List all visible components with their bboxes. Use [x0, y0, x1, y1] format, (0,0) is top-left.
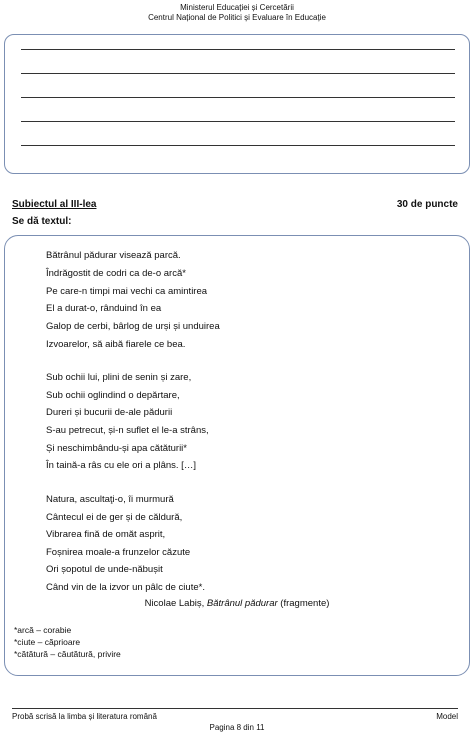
answer-line — [21, 145, 455, 146]
poem-line: Sub ochii oglindind o depărtare, — [46, 390, 180, 401]
answer-line — [21, 121, 455, 122]
poem-line: Îndrăgostit de codri ca de-o arcă* — [46, 268, 186, 279]
poem-line: Cântecul ei de ger și de căldură, — [46, 512, 183, 523]
footer-divider — [12, 708, 458, 709]
poem-line: Natura, ascultaţi-o, îi murmură — [46, 494, 174, 505]
poem-line: Dureri și bucurii de-ale pădurii — [46, 407, 173, 418]
poem-author — [0, 598, 474, 610]
subject-points: 30 de puncte — [396, 199, 458, 210]
fragment-label: (fragmente) — [277, 598, 330, 609]
glossary-note: *arcă – corabie — [14, 625, 72, 635]
subject-title: Subiectul al III-lea — [12, 199, 97, 210]
work-title: Bătrânul pădurar — [206, 598, 278, 609]
page-number: Pagina 8 din 11 — [209, 723, 265, 732]
answer-line — [21, 97, 455, 98]
poem-line: S-au petrecut, și-n suflet el le-a strâns, — [46, 425, 209, 436]
poem-line: Galop de cerbi, bârlog de urși și unduirea — [46, 321, 220, 332]
poem-line: El a durat-o, rânduind în ea — [46, 303, 162, 314]
glossary-note: *cătătură – căutătură, privire — [14, 649, 121, 659]
poem-line: Pe care-n timpi mai vechi ca amintirea — [46, 286, 208, 297]
author-name: Nicolae Labiș, — [144, 598, 207, 609]
poem-line: Foșnirea moale-a frunzelor căzute — [46, 547, 191, 558]
page-header — [0, 3, 474, 23]
footer-model-label: Model — [436, 712, 458, 721]
ministry-name: Ministerul Educației și Cercetării — [180, 3, 294, 12]
poem-line: Bătrânul pădurar visează parcă. — [46, 250, 181, 261]
given-text-label: Se dă textul: — [12, 216, 72, 227]
poem-line: În taină-a râs cu ele ori a plâns. […] — [46, 460, 196, 471]
poem-line: Sub ochii lui, plini de senin și zare, — [46, 372, 192, 383]
poem-line: Vibrarea fină de omăt asprit, — [46, 529, 166, 540]
poem-line: Izvoarelor, să aibă fiarele ce bea. — [46, 339, 186, 350]
answer-box[interactable] — [4, 34, 470, 174]
center-name: Centrul Național de Politici și Evaluare în Educație — [148, 13, 326, 22]
glossary-note: *ciute – căprioare — [14, 637, 81, 647]
poem-line: Și neschimbându-și apa cătăturii* — [46, 443, 187, 454]
answer-line — [21, 73, 455, 74]
poem-line: Când vin de la izvor un pâlc de ciute*. — [46, 582, 205, 593]
footer-exam-title: Probă scrisă la limba și literatura română — [12, 712, 157, 721]
poem-line: Ori șopotul de unde-năbușit — [46, 564, 163, 575]
answer-line — [21, 49, 455, 50]
